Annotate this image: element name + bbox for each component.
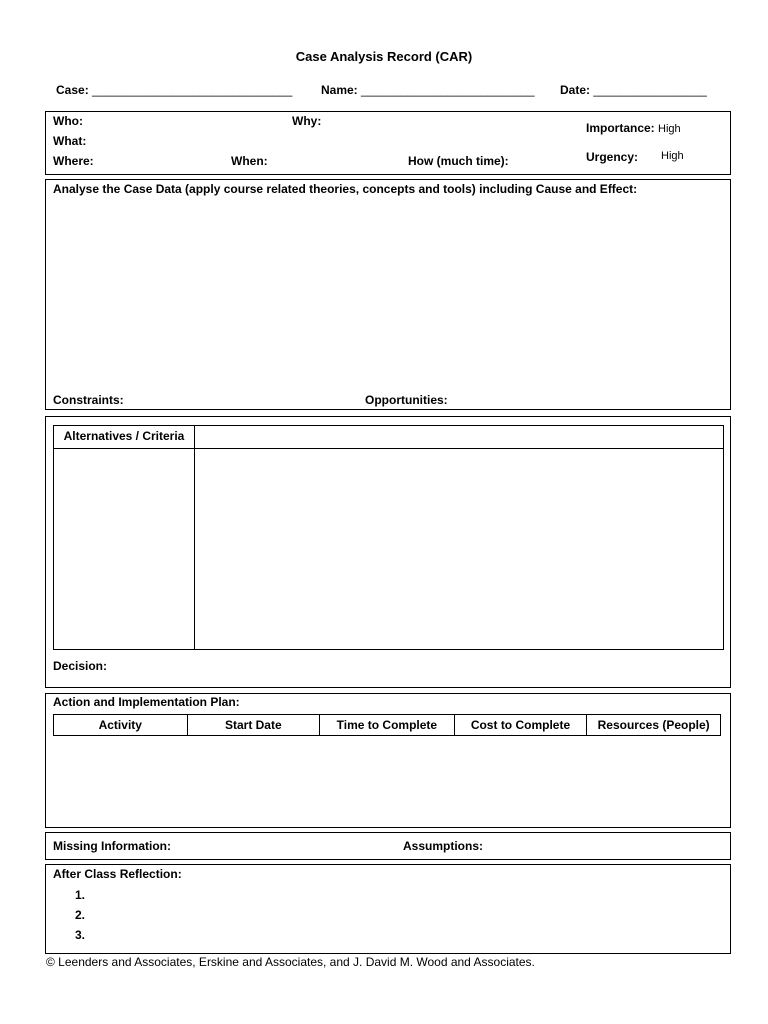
copyright-footer: © Leenders and Associates, Erskine and Associates, and J. David M. Wood and Associates. bbox=[46, 955, 535, 969]
missing-info-label: Missing Information: bbox=[53, 839, 171, 853]
importance-field[interactable] bbox=[586, 121, 681, 135]
action-plan-table bbox=[53, 714, 721, 736]
urgency-value[interactable]: High bbox=[661, 150, 684, 162]
criteria-header-cell[interactable] bbox=[195, 426, 723, 448]
date-label: Date: bbox=[560, 83, 594, 97]
info-box bbox=[45, 111, 731, 175]
what-label: What: bbox=[53, 134, 87, 148]
where-label: Where: bbox=[53, 154, 94, 168]
missing-info-box[interactable] bbox=[45, 832, 731, 860]
action-plan-body[interactable] bbox=[53, 738, 721, 824]
date-field[interactable] bbox=[560, 83, 707, 97]
form-title: Case Analysis Record (CAR) bbox=[295, 49, 473, 64]
importance-label: Importance: bbox=[586, 121, 655, 135]
when-label: When: bbox=[231, 154, 268, 168]
reflection-item[interactable]: 3. bbox=[75, 928, 86, 942]
name-label: Name: bbox=[321, 83, 362, 97]
criteria-body-cell[interactable] bbox=[195, 449, 723, 649]
action-plan-heading: Action and Implementation Plan: bbox=[53, 695, 240, 709]
table-header-row bbox=[54, 715, 721, 736]
decision-label: Decision: bbox=[53, 659, 108, 673]
constraints-label: Constraints: bbox=[53, 393, 124, 407]
why-label: Why: bbox=[292, 114, 322, 128]
importance-value: High bbox=[658, 123, 681, 135]
action-plan-box bbox=[45, 693, 731, 828]
opportunities-label: Opportunities: bbox=[365, 393, 448, 407]
analysis-box[interactable] bbox=[45, 179, 731, 410]
col-time-to-complete: Time to Complete bbox=[320, 715, 455, 736]
reflection-item[interactable]: 1. bbox=[75, 888, 86, 902]
alternatives-column-cell[interactable] bbox=[54, 449, 194, 649]
analysis-heading: Analyse the Case Data (apply course related theories, concepts and tools) including Cause and Effect: bbox=[53, 182, 638, 196]
name-field[interactable] bbox=[321, 83, 535, 97]
reflection-heading: After Class Reflection: bbox=[53, 867, 182, 881]
case-blank: ______________________________ bbox=[92, 83, 293, 97]
alternatives-criteria-header: Alternatives / Criteria bbox=[63, 429, 185, 443]
assumptions-label: Assumptions: bbox=[403, 839, 484, 853]
col-start-date: Start Date bbox=[187, 715, 320, 736]
urgency-label: Urgency: bbox=[586, 150, 639, 164]
case-label: Case: bbox=[56, 83, 93, 97]
case-field[interactable] bbox=[56, 83, 292, 97]
reflection-box[interactable] bbox=[45, 864, 731, 954]
alternatives-grid bbox=[53, 425, 724, 650]
date-blank: _________________ bbox=[593, 83, 707, 97]
who-label: Who: bbox=[53, 114, 83, 128]
col-resources-people: Resources (People) bbox=[587, 715, 721, 736]
col-activity: Activity bbox=[54, 715, 188, 736]
col-cost-to-complete: Cost to Complete bbox=[454, 715, 587, 736]
reflection-item[interactable]: 2. bbox=[75, 908, 86, 922]
alternatives-box bbox=[45, 416, 731, 688]
how-label: How (much time): bbox=[408, 154, 509, 168]
name-blank: __________________________ bbox=[361, 83, 535, 97]
